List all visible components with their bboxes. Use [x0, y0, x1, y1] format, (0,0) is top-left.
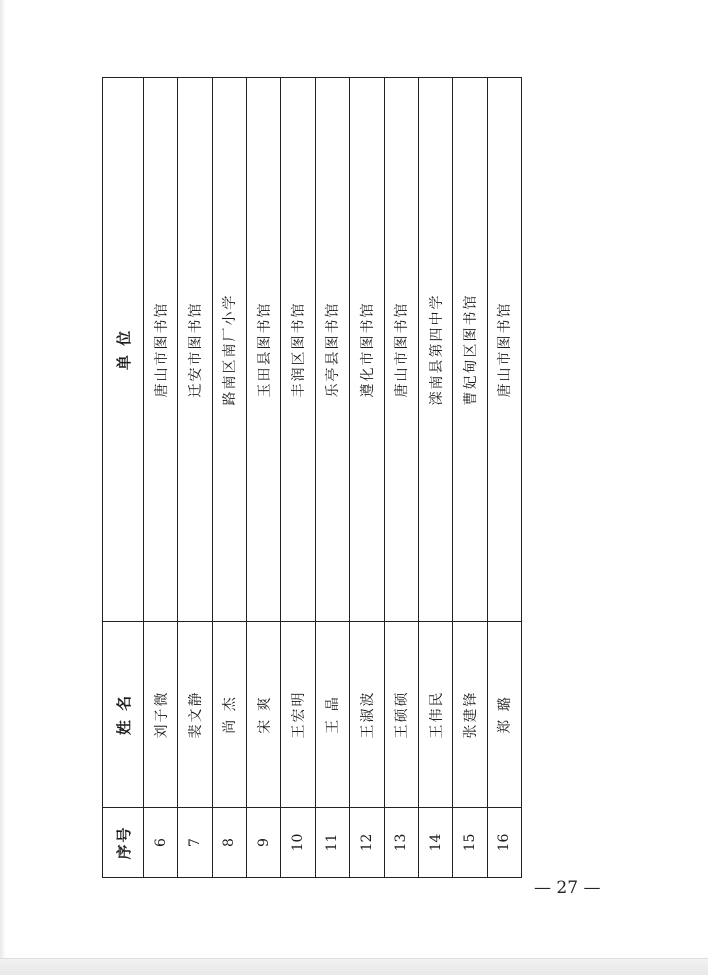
row-seq-cell: 16	[487, 808, 521, 878]
row-unit-cell: 唐山市图书馆	[487, 78, 521, 622]
header-name: 姓 名	[103, 622, 144, 808]
row-name-cell: 王宏明	[281, 622, 315, 808]
roster-table	[102, 77, 522, 878]
row-name-cell: 郑 璐	[487, 622, 521, 808]
header-seq: 序号	[103, 808, 144, 878]
row-seq-cell: 11	[315, 808, 349, 878]
row-seq-cell: 7	[178, 808, 212, 878]
table-row	[315, 78, 349, 878]
row-unit-cell: 遵化市图书馆	[350, 78, 384, 622]
table-row	[350, 78, 384, 878]
header-unit: 单 位	[103, 78, 144, 622]
table-row	[453, 78, 487, 878]
row-name-cell: 王 晶	[315, 622, 349, 808]
roster-table-region	[102, 78, 522, 878]
row-seq-cell: 8	[212, 808, 246, 878]
row-name-cell: 宋 爽	[247, 622, 281, 808]
table-row	[212, 78, 246, 878]
page-left-shadow	[0, 0, 6, 974]
table-row	[281, 78, 315, 878]
row-unit-cell: 滦南县第四中学	[418, 78, 452, 622]
page-number: — 27 —	[534, 878, 601, 898]
row-name-cell: 张建锋	[453, 622, 487, 808]
row-seq-cell: 10	[281, 808, 315, 878]
row-name-cell: 王淑波	[350, 622, 384, 808]
row-unit-cell: 玉田县图书馆	[247, 78, 281, 622]
row-seq-cell: 15	[453, 808, 487, 878]
table-row	[418, 78, 452, 878]
row-name-cell: 尚 杰	[212, 622, 246, 808]
rotated-table-container	[102, 78, 522, 878]
row-unit-cell: 迁安市图书馆	[178, 78, 212, 622]
row-seq-cell: 13	[384, 808, 418, 878]
row-unit-cell: 路南区南厂小学	[212, 78, 246, 622]
table-row	[384, 78, 418, 878]
table-row	[247, 78, 281, 878]
row-name-cell: 王伟民	[418, 622, 452, 808]
row-unit-cell: 唐山市图书馆	[384, 78, 418, 622]
row-unit-cell: 乐亭县图书馆	[315, 78, 349, 622]
row-unit-cell: 曹妃甸区图书馆	[453, 78, 487, 622]
row-unit-cell: 丰润区图书馆	[281, 78, 315, 622]
table-row	[144, 78, 178, 878]
row-seq-cell: 14	[418, 808, 452, 878]
row-name-cell: 王硕硕	[384, 622, 418, 808]
row-seq-cell: 9	[247, 808, 281, 878]
row-seq-cell: 6	[144, 808, 178, 878]
page-bottom-edge	[0, 958, 708, 975]
table-row	[178, 78, 212, 878]
row-seq-cell: 12	[350, 808, 384, 878]
row-unit-cell: 唐山市图书馆	[144, 78, 178, 622]
table-header-row	[103, 78, 144, 878]
row-name-cell: 刘子微	[144, 622, 178, 808]
table-row	[487, 78, 521, 878]
row-name-cell: 裴文静	[178, 622, 212, 808]
table-body	[144, 78, 522, 878]
